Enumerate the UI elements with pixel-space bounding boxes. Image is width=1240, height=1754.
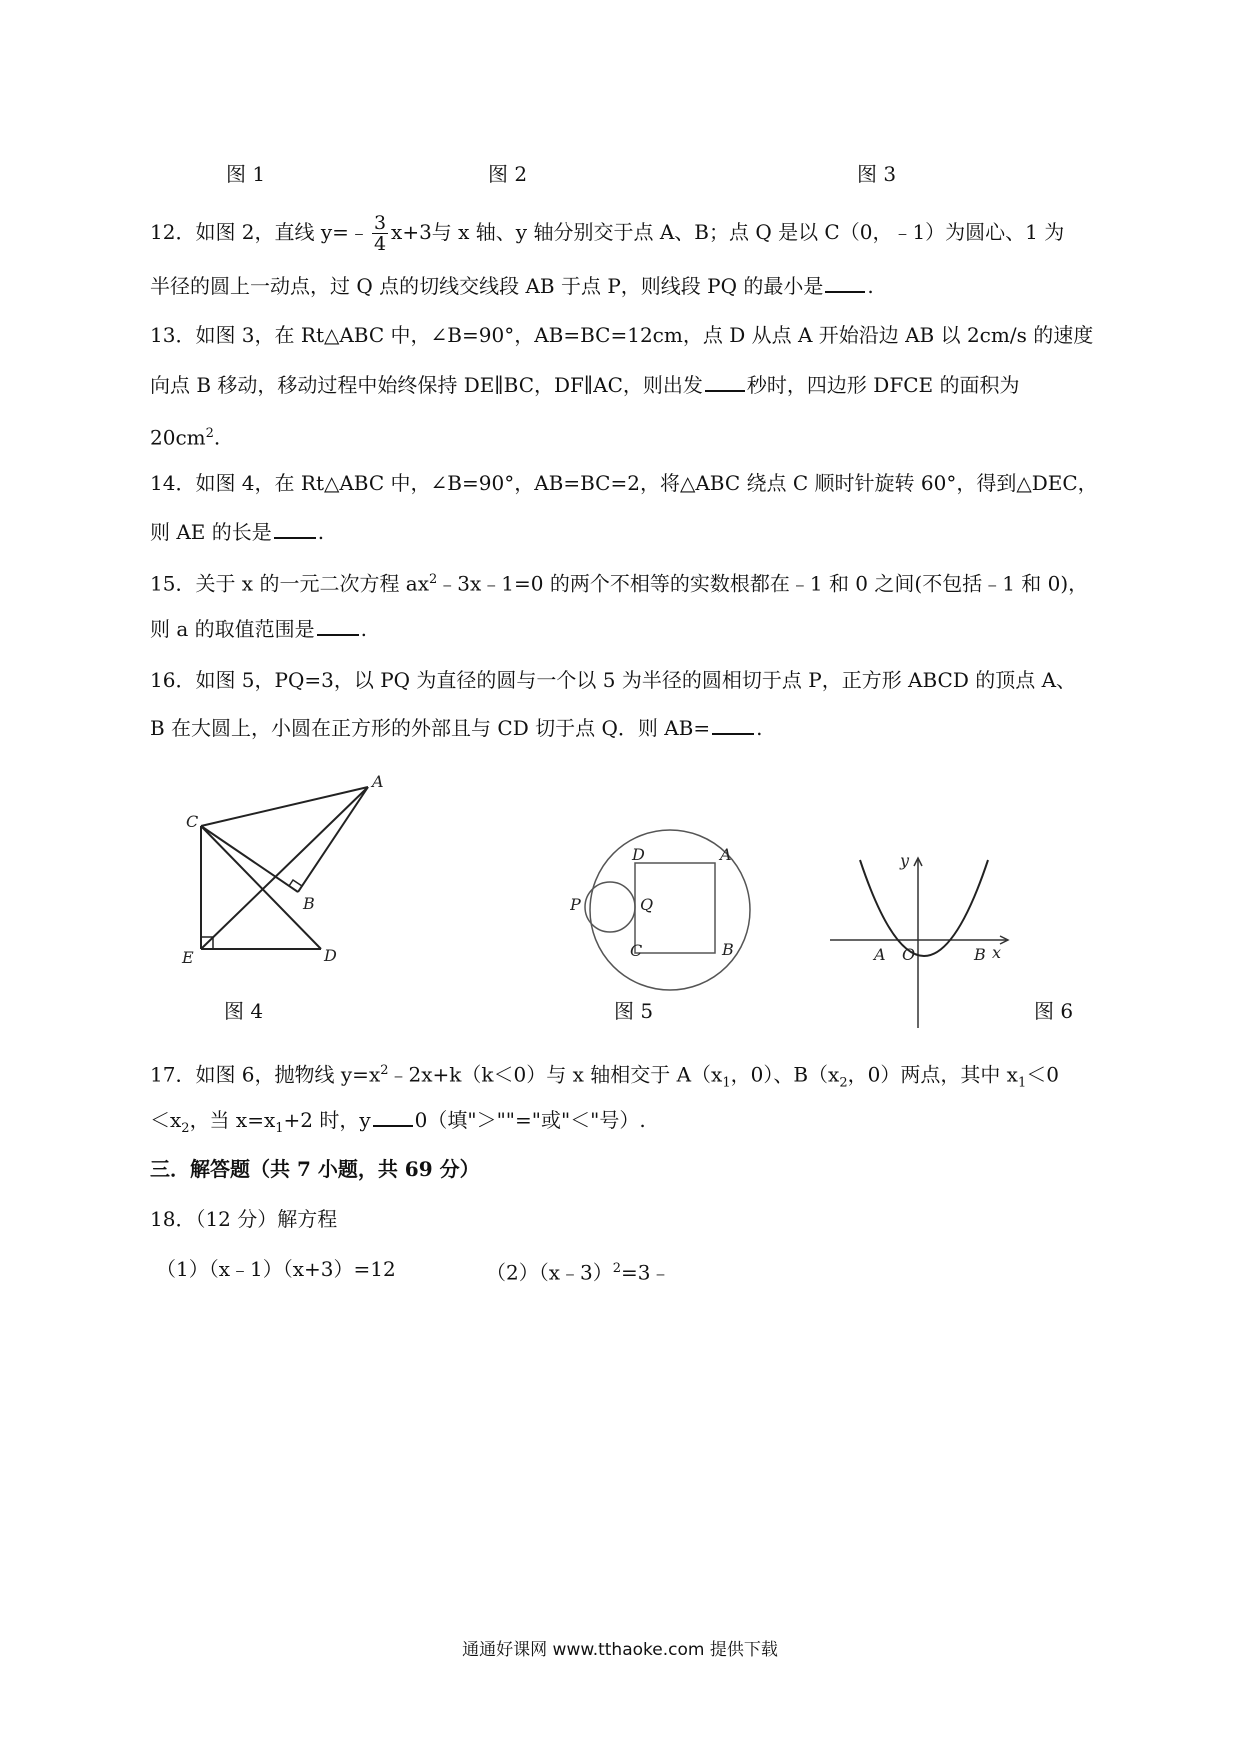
fig5-label-B: B [722, 940, 734, 959]
q12-frac-den: 4 [373, 233, 387, 255]
q18-part2 [486, 1255, 671, 1287]
footer-source: 通通好课网 www.tthaoke.com 提供下载 [462, 1640, 778, 1660]
q13-line3-sup: 2 [205, 426, 214, 441]
fig6-label-x: x [992, 943, 1002, 962]
fig4-segment-CA [201, 787, 368, 826]
caption-fig4: 图 4 [224, 999, 264, 1023]
q12-line1 [150, 213, 1064, 254]
q12-answer-blank[interactable] [825, 273, 865, 293]
q17-line2 [150, 1106, 646, 1143]
q18-part2-a: （2）（x﹣3） [486, 1260, 613, 1285]
q12-fraction [372, 213, 388, 254]
q15-end: . [360, 617, 367, 641]
q17-l1-c: ，0）、B（x [730, 1062, 840, 1087]
fig4-segment-CB [201, 826, 298, 892]
caption-fig2: 图 2 [488, 162, 528, 186]
q17-l1-a: 17．如图 6，抛物线 y=x [150, 1062, 381, 1087]
figure-5 [570, 820, 770, 1000]
fig6-label-O: O [902, 945, 916, 964]
q14-answer-blank[interactable] [274, 519, 316, 539]
q14-line2 [150, 518, 324, 546]
q12-line2 [150, 272, 874, 300]
q15-line1-a: 15．关于 x 的一元二次方程 ax [150, 571, 430, 596]
q17-l2-b: ，当 x=x [189, 1108, 276, 1132]
q13-line2 [150, 371, 1019, 399]
fig6-label-y: y [900, 851, 910, 870]
section-3-heading: 三．解答题（共 7 小题，共 69 分） [150, 1157, 480, 1181]
q18-part2-sup: 2 [612, 1261, 622, 1276]
q15-line1-b: ﹣3x﹣1=0 的两个不相等的实数根都在﹣1 和 0 之间(不包括﹣1 和 0)， [437, 571, 1089, 596]
q12-mid: x+3与 x 轴、y 轴分别交于点 A、B；点 Q 是以 C（0，﹣1）为圆心、1 为 [391, 220, 1065, 244]
q15-line2 [150, 615, 367, 643]
q16-line1: 16．如图 5，PQ=3，以 PQ 为直径的圆与一个以 5 为半径的圆相切于点 P，正方形 ABCD 的顶点 A、 [150, 668, 1077, 692]
fig4-segment-AB [298, 787, 368, 892]
q13-line2-b: 秒时，四边形 DFCE 的面积为 [746, 373, 1020, 397]
q14-line2-text: 则 AE 的长是 [150, 520, 272, 544]
q17-l2-sub1: 2 [181, 1121, 190, 1136]
q16-end: . [756, 716, 763, 740]
fig5-label-D: D [632, 845, 645, 864]
q13-line3-text: 20cm [150, 425, 206, 450]
fig6-parabola [860, 860, 988, 956]
q13-line3 [150, 420, 220, 452]
fig5-small-circle [585, 882, 635, 932]
caption-fig3: 图 3 [857, 162, 897, 186]
q18-part1: （1）（x﹣1）（x+3）=12 [156, 1257, 396, 1281]
q18-part2-b: =3﹣ [621, 1260, 671, 1285]
q18-title: 18．（12 分）解方程 [150, 1207, 338, 1231]
q17-l1-e: ＜0 [1026, 1062, 1059, 1087]
fig4-label-A: A [372, 772, 384, 791]
fig4-right-angle-B [289, 880, 302, 886]
q17-line1 [150, 1057, 1059, 1098]
q17-l1-sub3: 1 [1017, 1075, 1027, 1091]
q12-line2-text: 半径的圆上一动点，过 Q 点的切线交线段 AB 于点 P，则线段 PQ 的最小是 [150, 274, 824, 298]
caption-fig6: 图 6 [1034, 999, 1074, 1023]
q17-l1-sub2: 2 [839, 1075, 848, 1091]
q13-answer-blank[interactable] [705, 372, 745, 392]
q17-l1-sup: 2 [380, 1063, 389, 1078]
q17-l2-d: 0（填"＞""="或"＜"号）. [414, 1108, 646, 1132]
q17-l1-b: ﹣2x+k（k＜0）与 x 轴相交于 A（x [388, 1062, 723, 1087]
q17-l2-a: ＜x [150, 1108, 182, 1132]
caption-fig1: 图 1 [226, 162, 266, 186]
fig5-label-A: A [720, 845, 732, 864]
q14-line1: 14．如图 4，在 Rt△ABC 中，∠B=90°，AB=BC=2，将△ABC 绕点 C 顺时针旋转 60°，得到△DEC， [150, 471, 1098, 495]
q15-answer-blank[interactable] [317, 616, 359, 636]
fig5-label-Q: Q [640, 895, 654, 914]
q16-line2 [150, 714, 762, 742]
figure-6 [828, 848, 1024, 1030]
q17-l2-c: +2 时，y [283, 1108, 371, 1132]
q12-prefix: 12．如图 2，直线 y=﹣ [150, 220, 369, 244]
q17-l1-d: ，0）两点，其中 x [847, 1062, 1018, 1087]
q13-line2-a: 向点 B 移动，移动过程中始终保持 DE∥BC，DF∥AC，则出发 [150, 373, 703, 397]
figure-4 [178, 765, 398, 970]
q16-line2-text: B 在大圆上，小圆在正方形的外部且与 CD 切于点 Q．则 AB= [150, 716, 711, 740]
q17-l1-sub1: 1 [722, 1075, 731, 1091]
q17-l2-sub2: 1 [275, 1121, 284, 1136]
fig5-label-C: C [630, 941, 643, 960]
fig4-label-D: D [324, 946, 337, 965]
fig4-label-E: E [182, 948, 194, 967]
q13-line3-end: . [213, 425, 221, 450]
q12-end: . [867, 274, 874, 298]
caption-fig5: 图 5 [614, 999, 654, 1023]
q15-sup: 2 [429, 572, 438, 587]
fig4-segment-EA [201, 787, 368, 949]
q16-answer-blank[interactable] [712, 715, 754, 735]
fig6-label-A: A [874, 945, 886, 964]
fig4-label-C: C [186, 812, 199, 831]
fig6-label-B: B [974, 945, 986, 964]
q14-end: . [317, 520, 325, 544]
q15-line2-text: 则 a 的取值范围是 [150, 617, 315, 641]
fig5-label-P: P [570, 895, 581, 914]
q17-answer-blank[interactable] [373, 1107, 413, 1127]
q13-line1: 13．如图 3，在 Rt△ABC 中，∠B=90°，AB=BC=12cm，点 D 从点 A 开始沿边 AB 以 2cm/s 的速度 [150, 323, 1094, 347]
q12-frac-num: 3 [373, 212, 387, 234]
fig4-label-B: B [303, 894, 315, 913]
q15-line1 [150, 566, 1088, 598]
